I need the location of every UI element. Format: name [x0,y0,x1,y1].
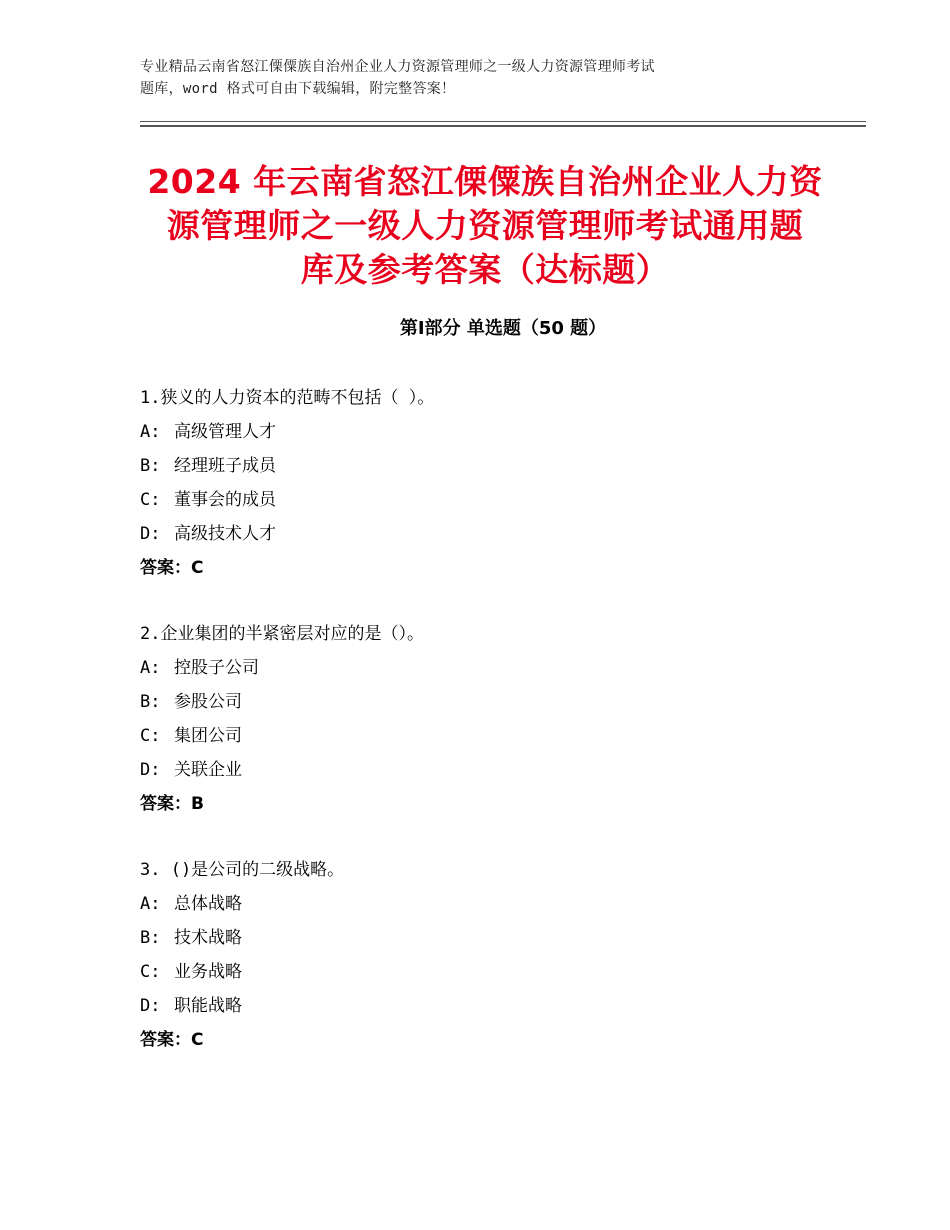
option-text: 参股公司 [174,692,242,712]
option-key: A: [140,894,161,914]
question-list [140,381,866,1089]
option-key: D: [140,760,161,780]
option-a [140,887,866,921]
question-item [140,381,866,585]
option-b [140,921,866,955]
header-note-line: 专业精品云南省怒江傈僳族自治州企业人力资源管理师之一级人力资源管理师考试 [140,59,655,75]
question-item [140,853,866,1057]
document-title [140,160,830,292]
option-key: A: [140,422,161,442]
option-key: C: [140,490,161,510]
answer: 答案：C [140,1030,204,1050]
option-a [140,415,866,449]
question-item [140,617,866,821]
option-text: 董事会的成员 [174,490,276,510]
title-line: 2024 年云南省怒江傈僳族自治州企业人力资 [147,162,823,201]
option-text: 经理班子成员 [174,456,276,476]
option-key: D: [140,524,161,544]
option-text: 技术战略 [174,928,242,948]
option-text: 集团公司 [174,726,242,746]
question-stem: 1.狭义的人力资本的范畴不包括（ ）。 [140,388,435,408]
option-c [140,719,866,753]
answer: 答案：C [140,558,204,578]
option-text: 总体战略 [174,894,242,914]
section-title: 第Ⅰ部分 单选题（50 题） [399,318,607,339]
option-d [140,753,866,787]
option-key: B: [140,692,161,712]
option-key: A: [140,658,161,678]
option-text: 高级管理人才 [174,422,276,442]
header-note [140,56,830,100]
option-text: 控股子公司 [174,658,259,678]
question-stem: 2.企业集团的半紧密层对应的是（）。 [140,624,424,644]
option-c [140,955,866,989]
option-d [140,989,866,1023]
option-text: 高级技术人才 [174,524,276,544]
title-line: 库及参考答案（达标题） [300,250,670,289]
option-b [140,685,866,719]
option-key: B: [140,456,161,476]
title-line: 源管理师之一级人力资源管理师考试通用题 [166,206,804,245]
option-key: C: [140,962,161,982]
option-text: 职能战略 [174,996,242,1016]
option-c [140,483,866,517]
question-stem: 3. ()是公司的二级战略。 [140,860,345,880]
option-d [140,517,866,551]
option-key: B: [140,928,161,948]
header-divider [140,121,866,127]
option-a [140,651,866,685]
option-b [140,449,866,483]
option-key: D: [140,996,161,1016]
option-text: 关联企业 [174,760,242,780]
answer: 答案：B [140,794,204,814]
option-key: C: [140,726,161,746]
header-note-line: 题库，word 格式可自由下载编辑，附完整答案！ [140,81,456,97]
option-text: 业务战略 [174,962,242,982]
